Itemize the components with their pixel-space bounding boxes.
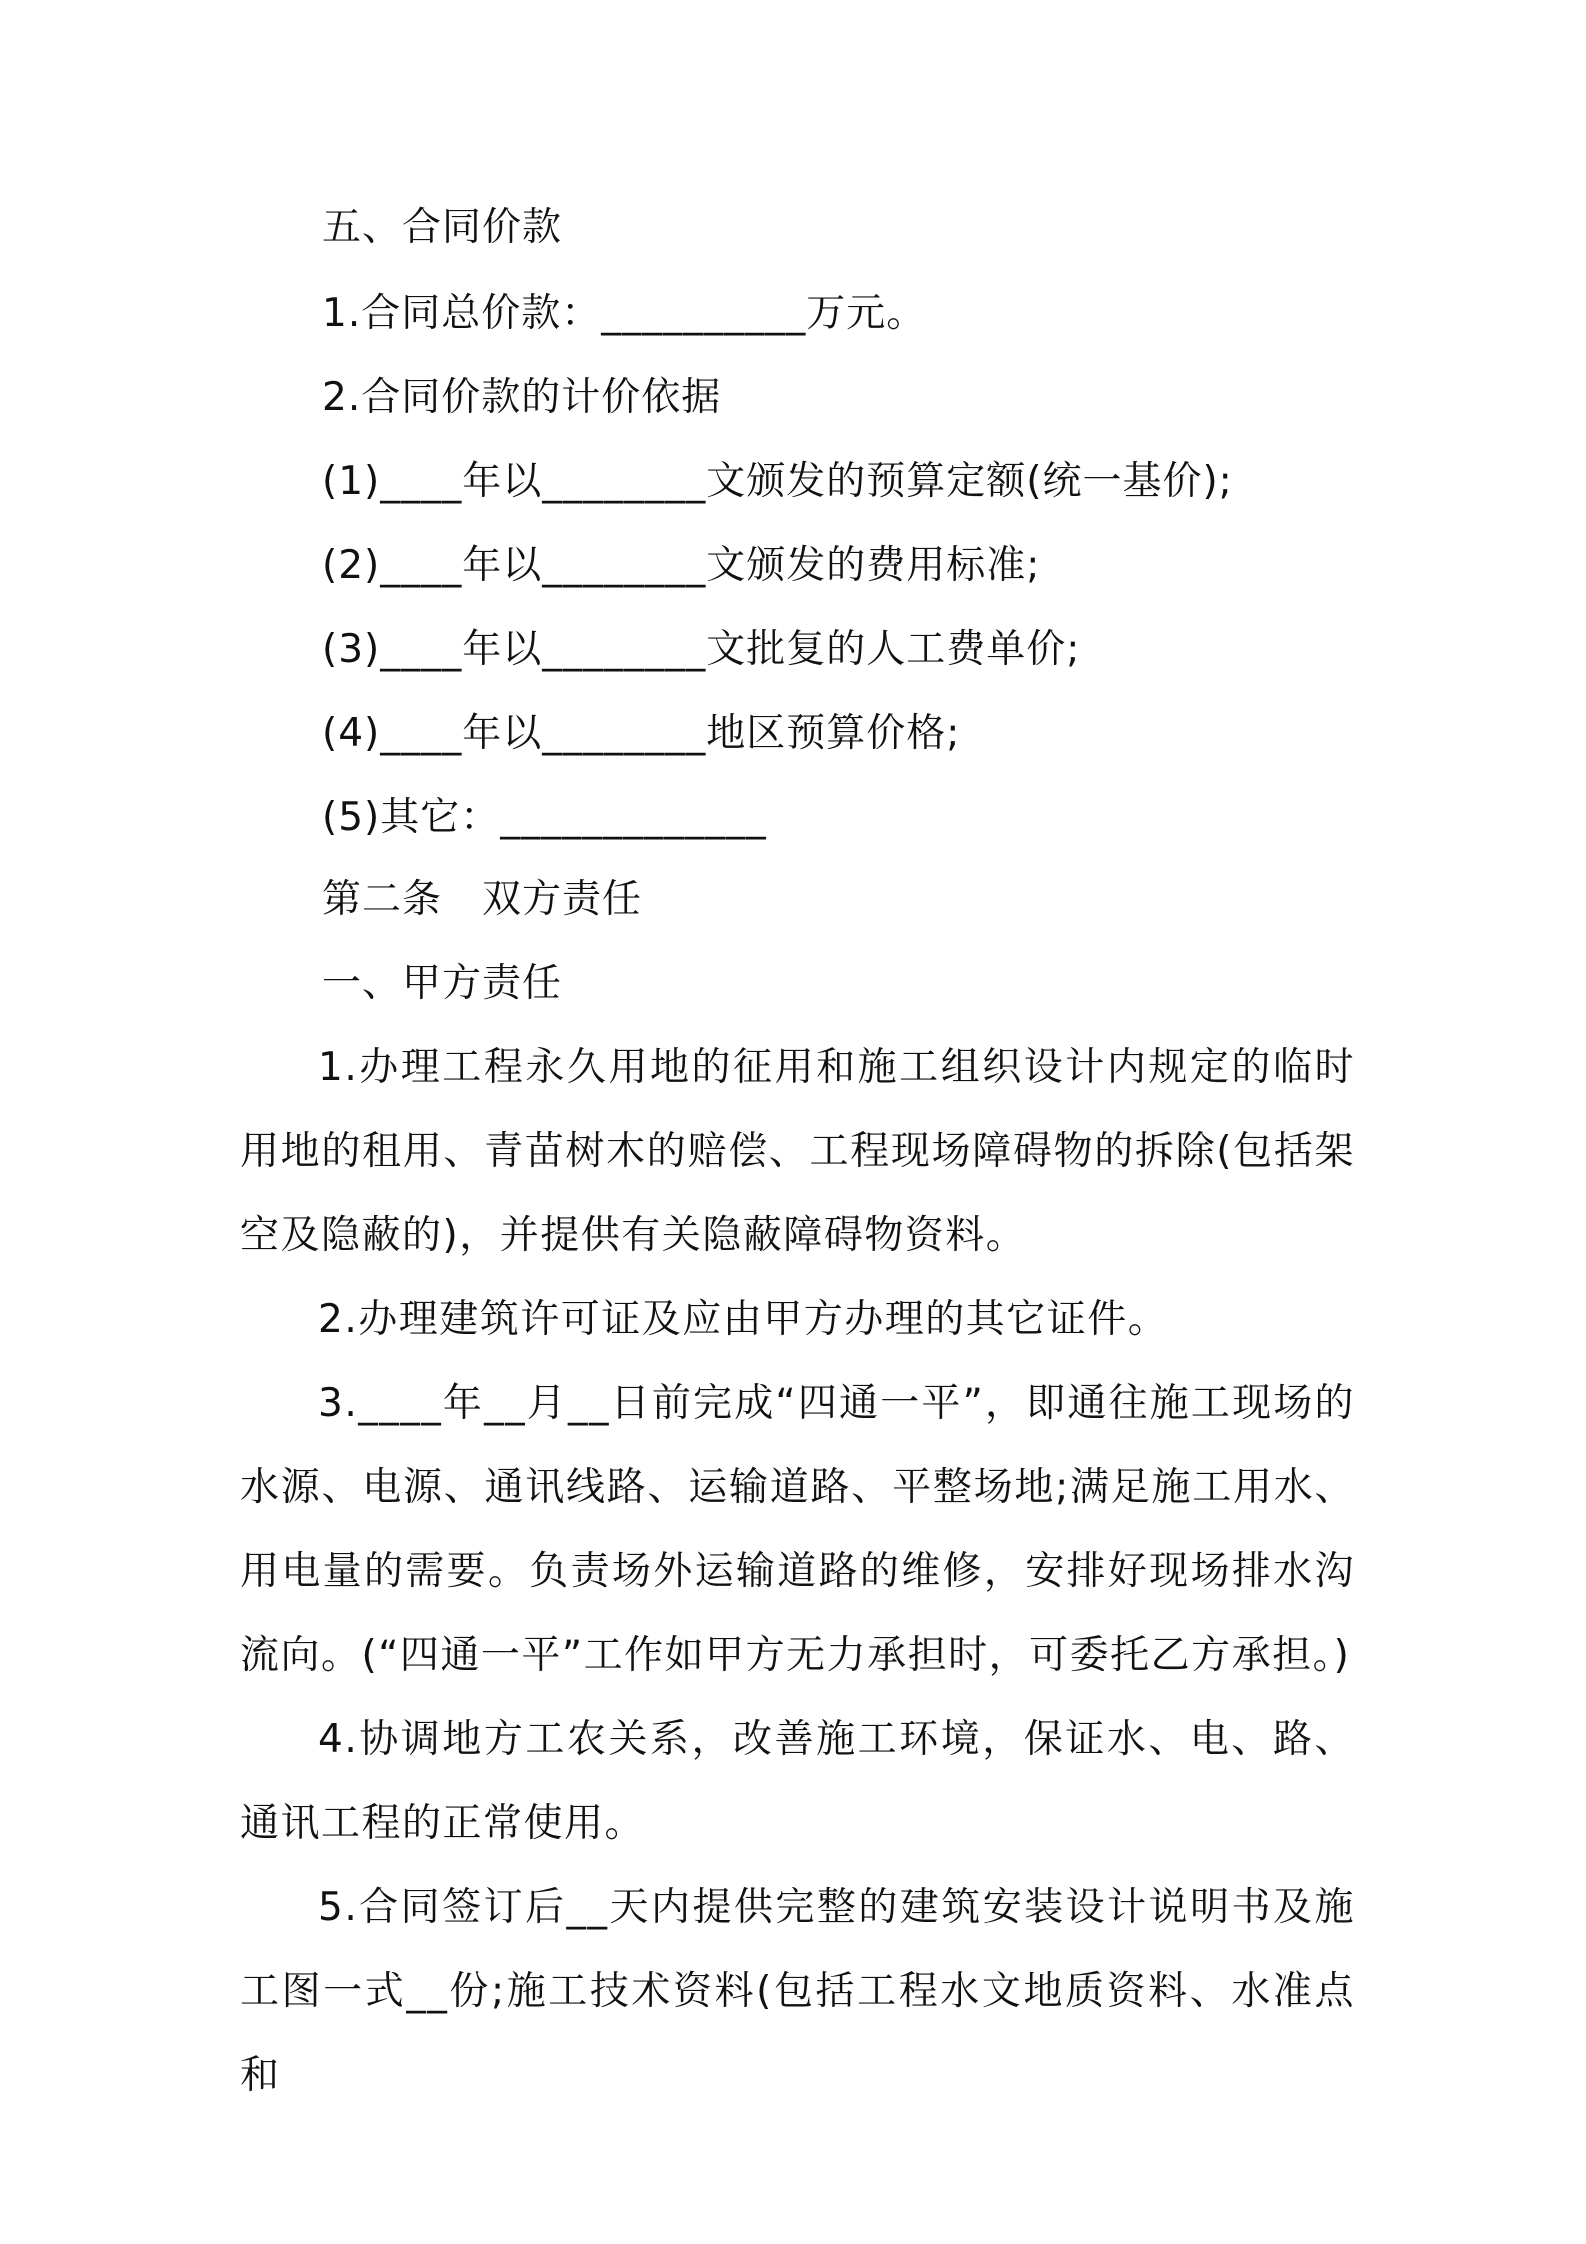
- party-a-item: 4.协调地方工农关系，改善施工环境，保证水、电、路、通讯工程的正常使用。: [240, 1717, 1355, 1846]
- section-five-heading: 五、合同价款: [322, 205, 563, 250]
- basis-item: (5)其它：_____________: [322, 795, 767, 840]
- party-a-item: 1.办理工程永久用地的征用和施工组织设计内规定的临时用地的租用、青苗树木的赔偿、工程现场障碍物的拆除(包括架空及隐蔽的)，并提供有关隐蔽障碍物资料。: [240, 1045, 1355, 1258]
- party-a-item: 3.____年__月__日前完成“四通一平”，即通往施工现场的水源、电源、通讯线路、运输道路、平整场地;满足施工用水、用电量的需要。负责场外运输道路的维修，安排好现场排水沟流向。(“四通一平”工作如甲方无力承担时，可委托乙方承担。): [240, 1381, 1355, 1678]
- basis-item: (2)____年以________文颁发的费用标准;: [322, 543, 1041, 588]
- basis-item: (1)____年以________文颁发的预算定额(统一基价);: [322, 459, 1233, 504]
- pricing-basis-heading: 2.合同价款的计价依据: [322, 375, 722, 420]
- basis-item: (4)____年以________地区预算价格;: [322, 711, 961, 756]
- party-a-item: 5.合同签订后__天内提供完整的建筑安装设计说明书及施工图一式__份;施工技术资料(包括工程水文地质资料、水准点和: [240, 1885, 1355, 2098]
- basis-item: (3)____年以________文批复的人工费单价;: [322, 627, 1081, 672]
- total-price-line: 1.合同总价款：__________万元。: [322, 291, 927, 336]
- article-two-heading: 第二条 双方责任: [322, 877, 643, 922]
- party-a-item: 2.办理建筑许可证及应由甲方办理的其它证件。: [318, 1297, 1169, 1342]
- party-a-heading: 一、甲方责任: [322, 961, 563, 1006]
